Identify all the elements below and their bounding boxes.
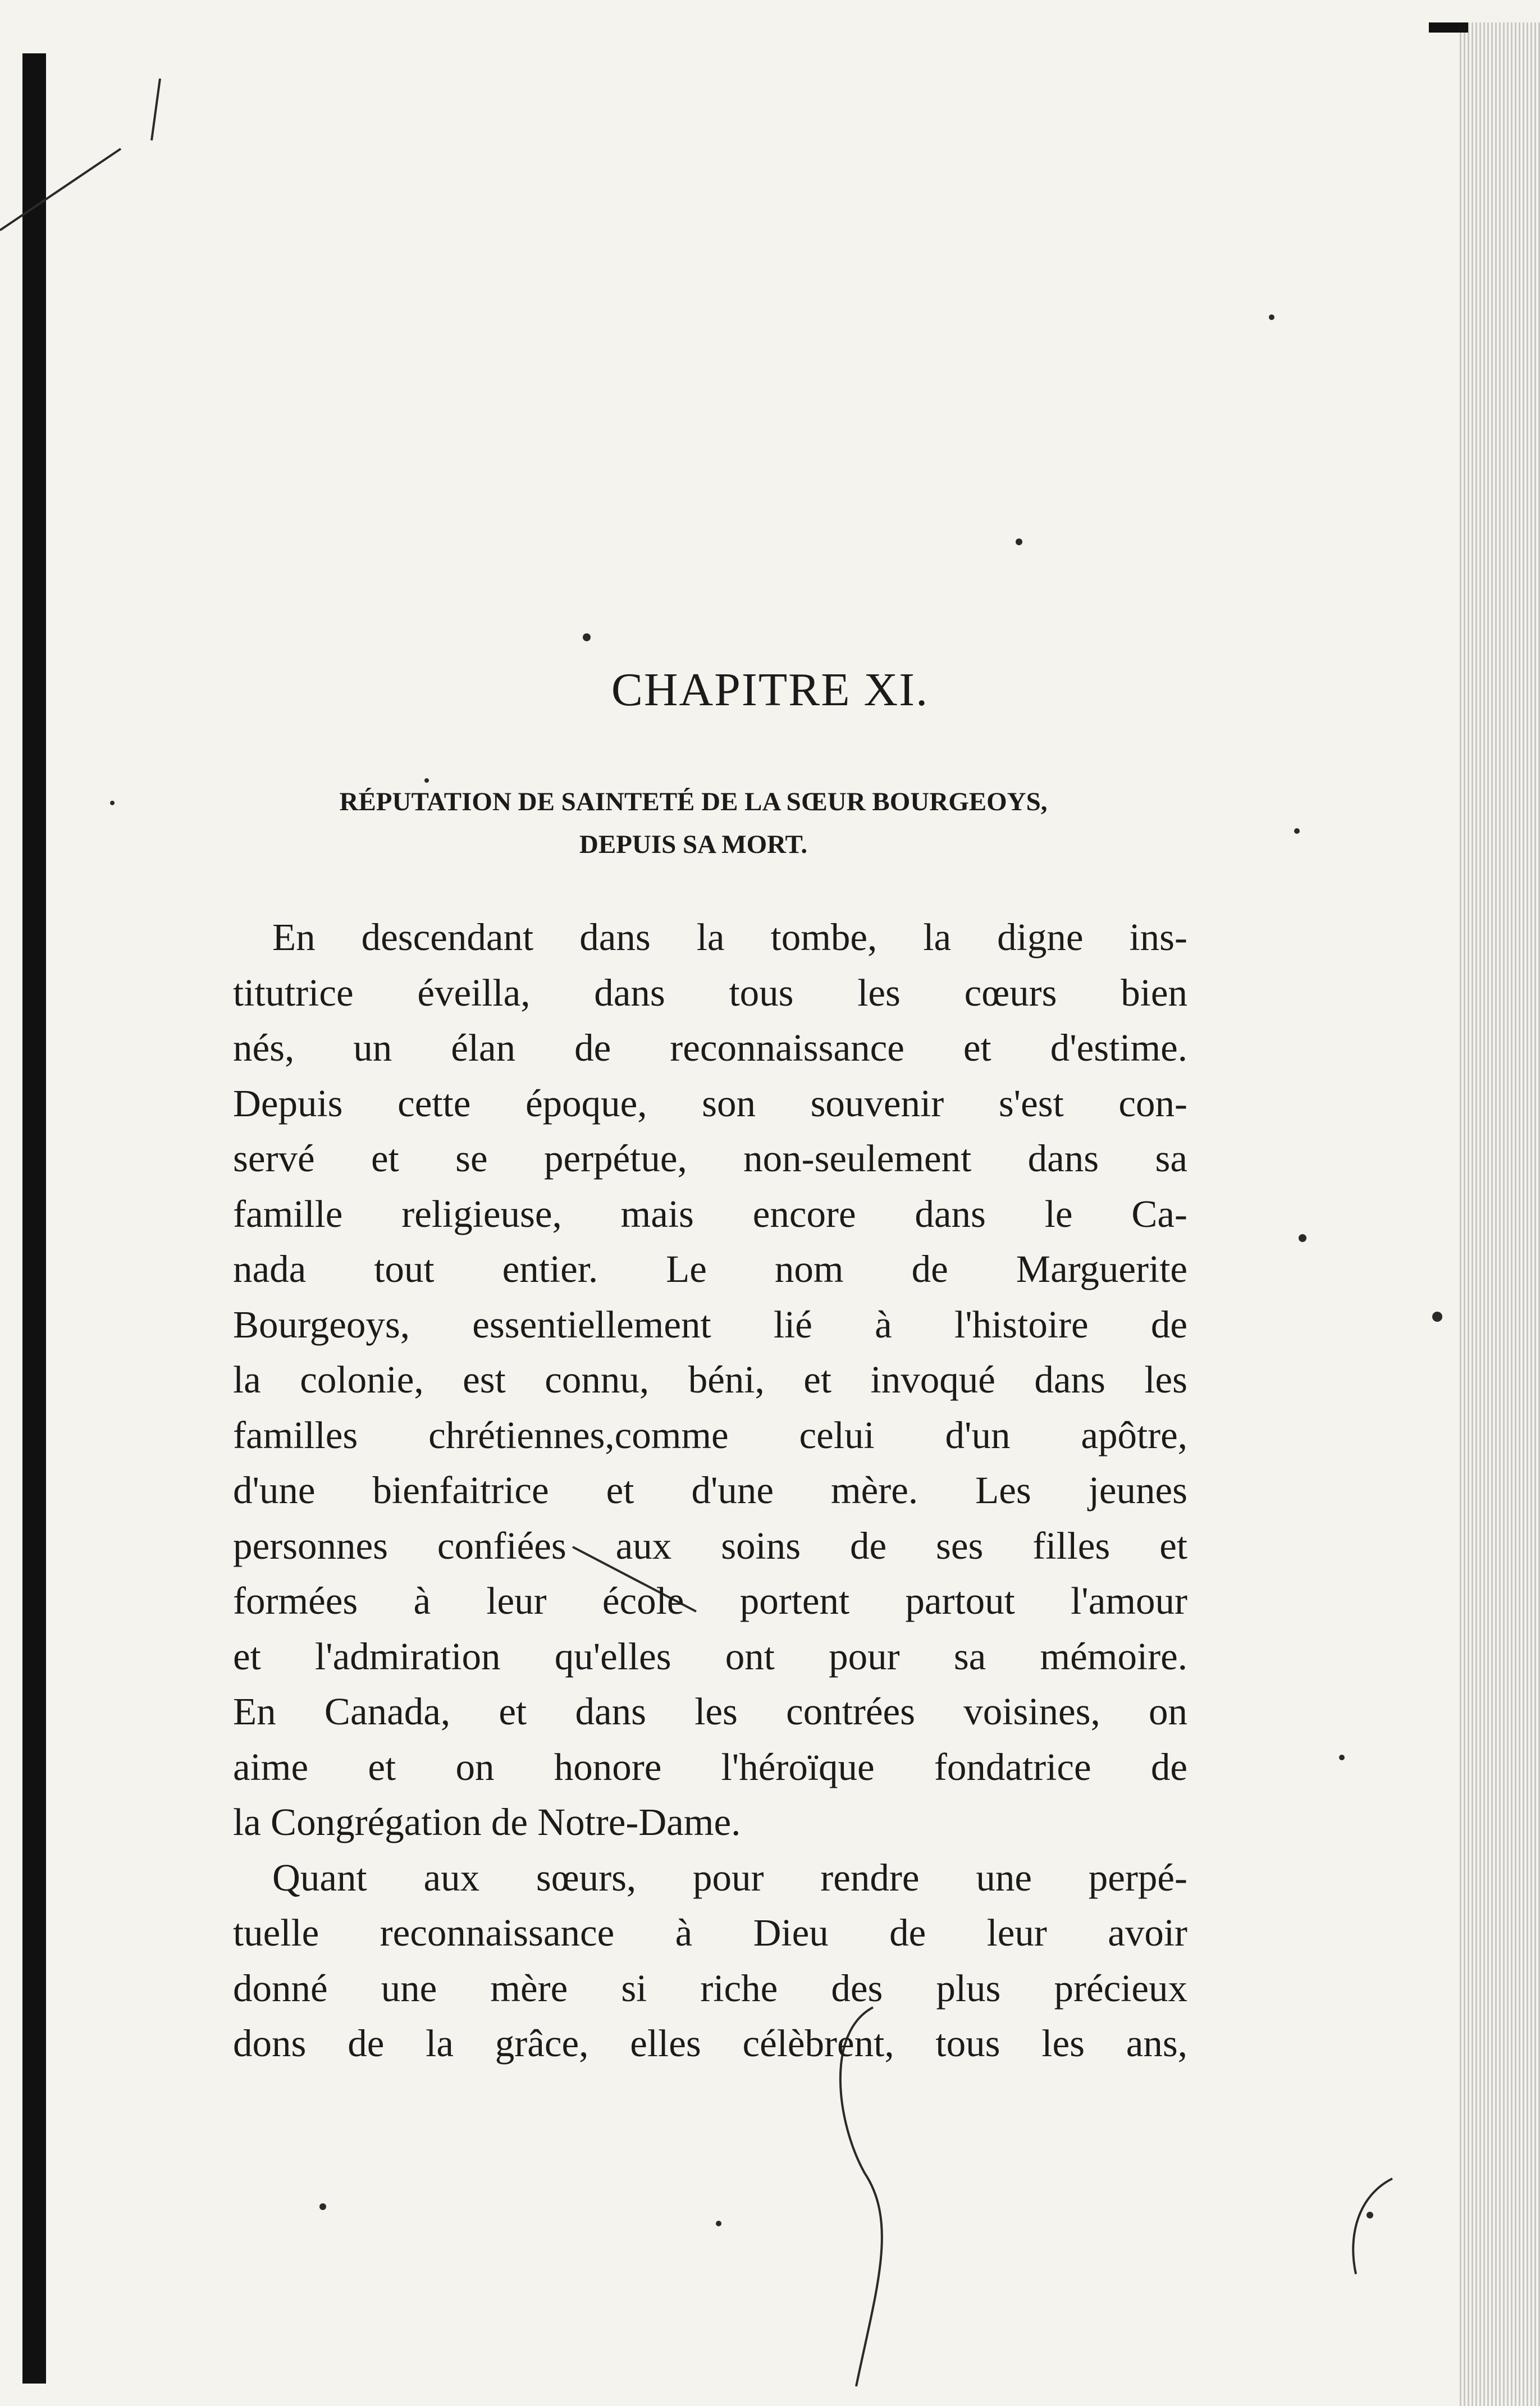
text-line: Bourgeoys, essentiellement lié à l'histoire de (233, 1303, 1187, 1346)
text-line: titutrice éveilla, dans tous les cœurs bien (233, 971, 1187, 1014)
text-line: En Canada, et dans les contrées voisines, on (233, 1690, 1187, 1733)
text-line: Quant aux sœurs, pour rendre une perpé- (272, 1856, 1187, 1899)
chapter-title: CHAPITRE XI. (611, 664, 929, 716)
text-line: la Congrégation de Notre-Dame. (233, 1801, 741, 1843)
paragraph (233, 1850, 1187, 2071)
left-binding-shadow (22, 53, 46, 2384)
paragraph (233, 910, 1187, 1850)
right-binding-edge (1460, 22, 1540, 2406)
text-line: aime et on honore l'héroïque fondatrice de (233, 1745, 1187, 1788)
text-line: Depuis cette époque, son souvenir s'est con- (233, 1081, 1187, 1125)
text-line: familles chrétiennes,comme celui d'un apôtre, (233, 1413, 1187, 1457)
text-line: donné une mère si riche des plus précieux (233, 1966, 1187, 2010)
text-line: d'une bienfaitrice et d'une mère. Les jeunes (233, 1469, 1187, 1512)
text-line: nés, un élan de reconnaissance et d'estime. (233, 1026, 1187, 1069)
text-line: servé et se perpétue, non-seulement dans sa (233, 1137, 1187, 1180)
text-line: famille religieuse, mais encore dans le Ca- (233, 1192, 1187, 1235)
chapter-subtitle (180, 780, 1207, 866)
text-line: dons de la grâce, elles célèbrent, tous les ans, (233, 2022, 1187, 2065)
text-line: la colonie, est connu, béni, et invoqué dans les (233, 1358, 1187, 1401)
text-line: En descendant dans la tombe, la digne ins- (272, 916, 1187, 958)
text-line: tuelle reconnaissance à Dieu de leur avoir (233, 1911, 1187, 1954)
text-line: personnes confiées aux soins de ses filles et (233, 1524, 1187, 1567)
subtitle-line-2: DEPUIS SA MORT. (579, 830, 808, 859)
subtitle-line-1: RÉPUTATION DE SAINTETÉ DE LA SŒUR BOURGEOYS, (339, 787, 1048, 816)
body-text (233, 910, 1187, 2071)
text-line: formées à leur école portent partout l'amour (233, 1579, 1187, 1622)
text-line: nada tout entier. Le nom de Marguerite (233, 1248, 1187, 1290)
text-line: et l'admiration qu'elles ont pour sa mémoire. (233, 1635, 1187, 1678)
